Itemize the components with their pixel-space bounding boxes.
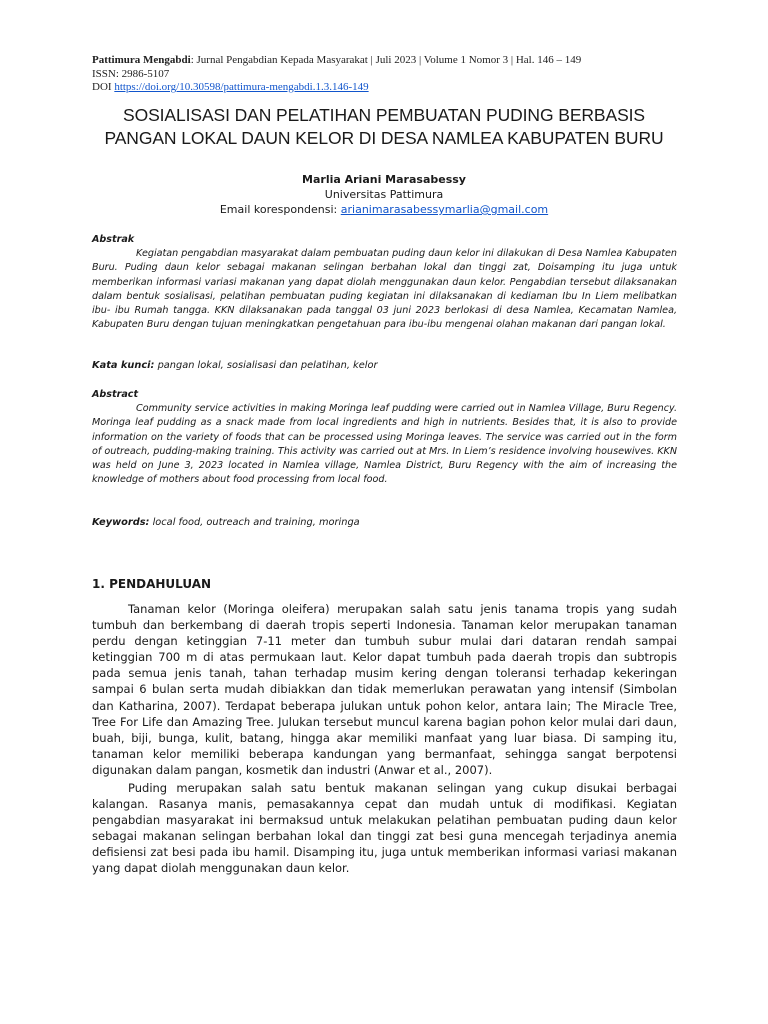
title-line-2: PANGAN LOKAL DAUN KELOR DI DESA NAMLEA KABUPATEN BURU <box>104 128 664 148</box>
keywords-label: Keywords: <box>92 517 150 528</box>
journal-line <box>92 54 692 68</box>
doi-label: DOI <box>92 81 115 93</box>
paper-title <box>60 104 708 150</box>
email-link[interactable]: arianimarasabessymarlia@gmail.com <box>340 203 549 216</box>
journal-info: : Jurnal Pengabdian Kepada Masyarakat | Juli 2023 | Volume 1 Nomor 3 | Hal. 146 – 149 <box>190 54 582 66</box>
author-name: Marlia Ariani Marasabessy <box>302 173 466 186</box>
kata-kunci-label: Kata kunci: <box>92 360 155 371</box>
kata-kunci <box>92 359 677 373</box>
doi-line <box>92 81 692 95</box>
journal-header <box>92 54 692 95</box>
issn: ISSN: 2986-5107 <box>92 67 170 80</box>
title-line-1: SOSIALISASI DAN PELATIHAN PEMBUATAN PUDING BERBASIS <box>123 105 645 125</box>
abstract-text: Community service activities in making Moringa leaf pudding were carried out in Namlea Village, Buru Regency. Moringa leaf pudding as a snack made from local ingredients and high in nutrients. Besides that, it is also to provide information on the variety of foods that can be processed using Moringa leaves. The service was carried out in the form of outreach, pudding-making training. This activity was carried out at Mrs. In Liem’s residence involving housewives. KKN was held on June 3, 2023 located in Namlea village, Namlea District, Buru Regency with the aim of increasing the knowledge of mothers about food processing from local food. <box>92 403 677 486</box>
email-line <box>84 202 684 217</box>
abstrak-section <box>92 233 677 332</box>
doi-link[interactable]: https://doi.org/10.30598/pattimura-mengabdi.1.3.146-149 <box>114 81 369 93</box>
body-paragraph-2: Puding merupakan salah satu bentuk makanan selingan yang cukup disukai berbagai kalangan. Rasanya manis, pemasakannya cepat dan mudah untuk di modifikasi. Kegiatan pengabdian masyarakat ini bermaksud untuk melakukan pelatihan pembuatan puding daun kelor sebagai makanan selingan berbahan lokal dan tinggi zat besi guna mencegah terjadinya anemia defisiensi zat besi pada ibu hamil. Disamping itu, juga untuk memberikan informasi variasi makanan yang dapat diolah menggunakan daun kelor. <box>92 781 677 876</box>
abstrak-heading: Abstrak <box>92 234 135 245</box>
author-affiliation: Universitas Pattimura <box>324 188 444 201</box>
journal-name: Pattimura Mengabdi <box>92 54 191 66</box>
body-paragraph-1: Tanaman kelor (Moringa oleifera) merupakan salah satu jenis tanama tropis yang sudah tumbuh dan berkembang di daerah tropis seperti Indonesia. Tanaman kelor merupakan tanaman perdu dengan ketinggian 7-11 meter dan tumbuh subur mulai dari dataran rendah sampai ketinggian 700 m di atas permukaan laut. Kelor dapat tumbuh pada daerah tropis dan subtropis pada semua jenis tanah, tahan terhadap musim kering dengan toleransi terhadap kekeringan sampai 6 bulan serta mudah dibiakkan dan tidak memerlukan perawatan yang intensif (Simbolan dan Katharina, 2007). Terdapat beberapa julukan untuk pohon kelor, antara lain; The Miracle Tree, Tree For Life dan Amazing Tree. Julukan tersebut muncul karena bagian pohon kelor mulai dari daun, buah, biji, bunga, kulit, batang, hingga akar memiliki manfaat yang luar biasa. Di samping itu, tanaman kelor memiliki beberapa kandungan yang bermanfaat, sehingga sangat berpotensi digunakan dalam pangan, kosmetik dan industri (Anwar et al., 2007). <box>92 602 677 777</box>
email-label: Email korespondensi: <box>219 203 341 216</box>
section-heading: 1. PENDAHULUAN <box>92 577 212 591</box>
kata-kunci-text: pangan lokal, sosialisasi dan pelatihan, kelor <box>154 360 378 371</box>
abstrak-text: Kegiatan pengabdian masyarakat dalam pembuatan puding daun kelor ini dilakukan di Desa Namlea Kabupaten Buru. Puding daun kelor sebagai makanan selingan berbahan lokal dan tinggi zat, Doisamping itu juga untuk memberikan informasi variasi makanan yang dapat diolah menggunakan daun kelor. Pengabdian tersebut dilaksanakan dalam bentuk sosialisasi, pelatihan pembuatan puding kegiatan ini dilaksanakan di kediaman Ibu In Liem melibatkan ibu- ibu Rumah tangga. KKN dilaksanakan pada tanggal 03 juni 2023 berlokasi di desa Namlea, Kecamatan Namlea, Kabupaten Buru dengan tujuan meningkatkan pengetahuan para ibu-ibu mengenai olahan makanan dari pangan lokal. <box>92 248 677 331</box>
abstract-section <box>92 388 677 487</box>
author-block <box>84 172 684 217</box>
keywords <box>92 516 677 530</box>
abstract-heading: Abstract <box>92 389 139 400</box>
keywords-text: local food, outreach and training, moringa <box>149 517 360 528</box>
